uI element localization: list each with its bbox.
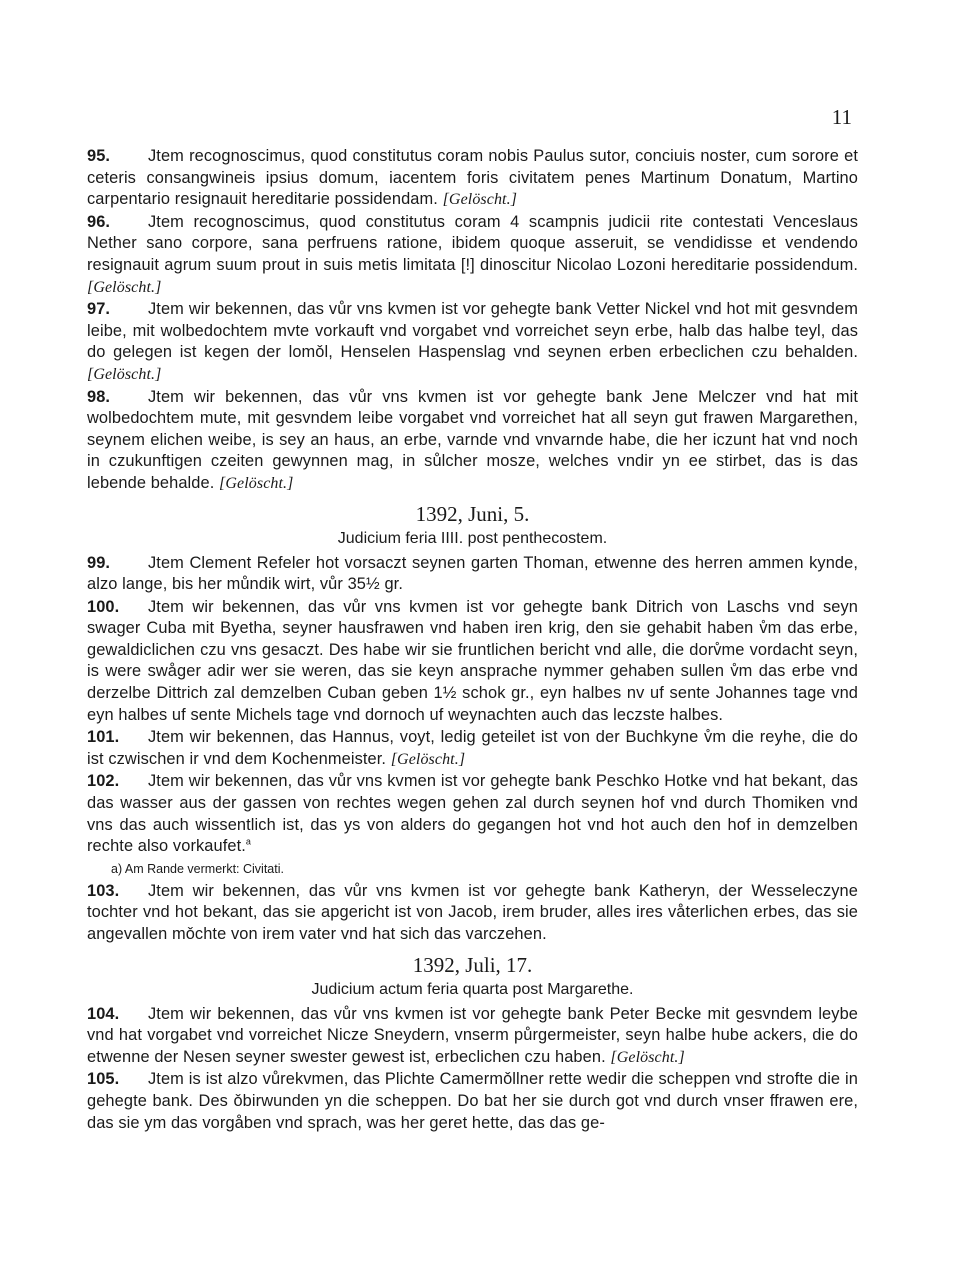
entry-96 [87, 212, 858, 298]
entry-text: Jtem wir bekennen, das vůr vns kvmen ist vor gehegte bank Peter Becke mit gesvndem leybe vnd hat vorgabet vnd vorreichet Nicze Sneydern, vnserm půrgermeister, seyn halbe hube ackers, die do etwenne der Nesen seyner swester gewest ist, erbeclichen czu haben. [87, 1004, 858, 1066]
entry-number: 100. [87, 597, 120, 616]
entry-text: Jtem wir bekennen, das vůr vns kvmen ist vor gehegte bank Peschko Hotke vnd hat bekant, das das wasser aus der gassen von rechtes wegen gehen zal durch seynen hof vnd durch Thomiken vnd vns das auch wissentlich ist, das ys von alders do gegangen hot vnd hot auch den hof in demzelben rechte also vorkaufet. [87, 772, 858, 856]
entry-text: Jtem wir bekennen, das vůr vns kvmen ist vor gehegte bank Katheryn, der Wesseleczyne tochter vnd hot bekant, das sie apgericht ist von Jacob, irem bruder, alles ires våterlichen erbes, das sie angevallen mǒchte von irem vater vnd hat sich das varczehen. [87, 881, 858, 943]
entry-text: Jtem wir bekennen, das vůr vns kvmen ist vor gehegte bank Ditrich von Laschs vnd seyn swager Cuba mit Byetha, seyner hausfrawen vnd haben iren krig, den sie gehabit haben v̊m das erbe, gewaldiclichen czu vns gesaczt. Des habe wir sie fruntlichen bericht vnd alle, die dorv̊me vordacht seyn, is were swåger adir wer sie weren, das sie keyn ansprache nymmer gehaben sullen v̊m das erbe vnd derzelbe Dittrich zal demzelben Cuban geben 1½ schok gr., eyn halbes nv uf sente Johannes tage vnd eyn halbes uf sente Michels tage vnd dornoch uf weynachten auch das leczste halbes. [87, 597, 858, 724]
entry-102 [87, 771, 858, 857]
entry-text: Jtem is ist alzo vůrekvmen, das Plichte Camermǒllner rette wedir die scheppen vnd strofte die in gehegte bank. Des ǒbirwunden yn die scheppen. Do bat her sie durch got vnd durch vnser ffrawen ere, das sie ym das vorgåben vnd sprach, was her geret hette, das das ge- [87, 1070, 858, 1132]
page-number: 11 [831, 105, 852, 129]
court-session-heading: Judicium feria IIII. post penthecostem. [337, 529, 608, 547]
entry-text: Jtem recognoscimus, quod constitutus coram nobis Paulus sutor, conciuis noster, cum sorore et ceteris consangwineis ipsius domum, iacentem foris civitatem penes Martinum Donatum, Martino carpentario resignauit hereditarie possidendam. [87, 147, 858, 209]
entry-103 [87, 881, 858, 946]
date-heading: 1392, Juni, 5. [415, 501, 530, 526]
entry-text: Jtem recognoscimus, quod constitutus coram 4 scampnis judicii rite contestati Venceslaus Nether sano corpore, sana perfruens ratione, ibidem quoque asseruit, se vendidisse et vendendo resignauit agrum suum prout in suis metis limitata [!] dinoscitur Nicolao Lozoni hereditarie possidendum. [87, 212, 858, 274]
entry-number: 105. [87, 1070, 120, 1089]
entry-number: 104. [87, 1004, 120, 1023]
entry-101 [87, 727, 858, 770]
entry-text: Jtem wir bekennen, das vůr vns kvmen ist vor gehegte bank Vetter Nickel vnd hot mit gesvndem leibe, mit wolbedochtem mvte vorkauft vnd vorgabet vnd vorreichet seyn erbe, halb das halbe teyl, das do gelegen ist kegen der lomǒl, Henselen Haspenslag vnd seynen erben erbeclichen czu behalden. [87, 300, 858, 362]
date-heading: 1392, Juli, 17. [412, 952, 533, 977]
deleted-note: [Gelöscht.] [219, 474, 294, 492]
entry-98 [87, 387, 858, 495]
deleted-note: [Gelöscht.] [87, 365, 162, 383]
footnote: a) Am Rande vermerkt: Civitati. [111, 861, 284, 876]
entry-95 [87, 146, 858, 211]
footnote-marker: a [245, 836, 252, 847]
entry-number: 98. [87, 387, 111, 406]
entry-105 [87, 1069, 858, 1134]
entry-number: 102. [87, 772, 120, 791]
deleted-note: [Gelöscht.] [87, 278, 162, 296]
deleted-note: [Gelöscht.] [610, 1048, 685, 1066]
entry-104 [87, 1004, 858, 1069]
page-content [87, 146, 858, 1135]
entry-number: 97. [87, 300, 111, 319]
deleted-note: [Gelöscht.] [442, 191, 518, 209]
entry-100 [87, 597, 858, 727]
entry-number: 96. [87, 212, 111, 231]
entry-text: Jtem Clement Refeler hot vorsaczt seynen garten Thoman, etwenne des herren ammen kynde, alzo lange, bis her můndik wirt, vůr 35½ gr. [87, 553, 858, 594]
entry-number: 103. [87, 881, 120, 900]
entry-number: 99. [87, 553, 111, 572]
entry-number: 101. [87, 728, 120, 747]
entry-text: Jtem wir bekennen, das vůr vns kvmen ist vor gehegte bank Jene Melczer vnd hat mit wolbedochtem mute, mit gesvndem leibe vorgabet vnd vorreichet hat all seyn gut frawen Margarethen, seynem elichen weibe, is sey an haus, an erbe, varnde vnd vnvarnde habe, die her iczunt hat vnd noch in czukunftigen czeiten gewynnen mag, in sůlcher mosze, welches vndir yn ee stirbet, das is das lebende behalde. [87, 387, 858, 492]
entry-97 [87, 299, 858, 385]
deleted-note: [Gelöscht.] [390, 750, 466, 768]
entry-number: 95. [87, 147, 111, 165]
court-session-heading: Judicium actum feria quarta post Margarethe. [311, 980, 634, 998]
entry-text: Jtem wir bekennen, das Hannus, voyt, ledig geteilet ist von der Buchkyne v̊m die reyhe, die do ist czwischen ir vnd dem Kochenmeister. [87, 728, 858, 768]
entry-99 [87, 553, 858, 596]
